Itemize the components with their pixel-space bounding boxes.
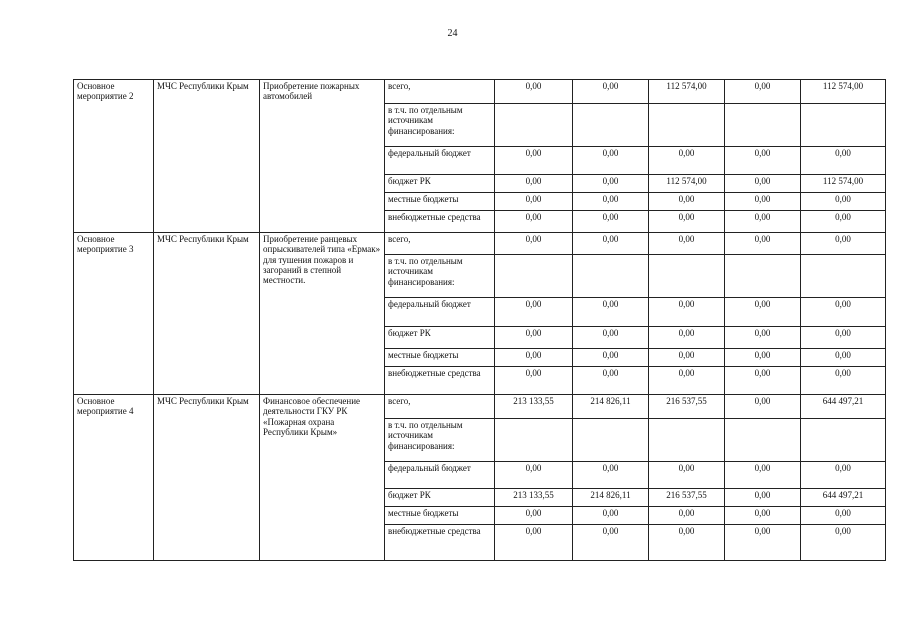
funding-source-cell: внебюджетные средства [385, 211, 495, 233]
amount-cell: 0,00 [573, 193, 649, 211]
empty-cell [725, 419, 801, 462]
empty-cell [649, 419, 725, 462]
empty-cell [801, 255, 886, 298]
funding-source-cell: федеральный бюджет [385, 298, 495, 327]
amount-cell: 0,00 [573, 462, 649, 489]
amount-cell: 0,00 [495, 525, 573, 561]
amount-cell: 0,00 [495, 367, 573, 395]
amount-cell: 0,00 [725, 395, 801, 419]
funding-source-cell: всего, [385, 395, 495, 419]
event-cell: Основное мероприятие 4 [74, 395, 154, 561]
empty-cell [801, 104, 886, 147]
amount-cell: 0,00 [725, 525, 801, 561]
amount-cell: 0,00 [649, 211, 725, 233]
amount-cell: 213 133,55 [495, 489, 573, 507]
amount-cell: 0,00 [573, 327, 649, 349]
amount-cell: 0,00 [801, 193, 886, 211]
amount-cell: 0,00 [573, 349, 649, 367]
amount-cell: 112 574,00 [801, 80, 886, 104]
amount-cell: 0,00 [801, 233, 886, 255]
funding-source-cell: внебюджетные средства [385, 525, 495, 561]
amount-cell: 0,00 [801, 507, 886, 525]
amount-cell: 112 574,00 [649, 175, 725, 193]
amount-cell: 0,00 [649, 507, 725, 525]
amount-cell: 0,00 [801, 462, 886, 489]
amount-cell: 0,00 [649, 193, 725, 211]
amount-cell: 0,00 [573, 147, 649, 175]
amount-cell: 0,00 [495, 462, 573, 489]
funding-source-cell: местные бюджеты [385, 349, 495, 367]
amount-cell: 0,00 [573, 298, 649, 327]
empty-cell [725, 104, 801, 147]
table-row [74, 80, 886, 104]
amount-cell: 0,00 [725, 211, 801, 233]
funding-source-cell: местные бюджеты [385, 193, 495, 211]
amount-cell: 0,00 [495, 175, 573, 193]
amount-cell: 0,00 [573, 175, 649, 193]
amount-cell: 0,00 [801, 349, 886, 367]
amount-cell: 0,00 [725, 80, 801, 104]
amount-cell: 0,00 [649, 349, 725, 367]
amount-cell: 112 574,00 [649, 80, 725, 104]
funding-source-cell: местные бюджеты [385, 507, 495, 525]
amount-cell: 0,00 [725, 193, 801, 211]
description-cell: Приобретение ранцевых опрыскивателей типа «Ермак» для тушения пожаров и загораний в степной местности. [260, 233, 385, 395]
event-cell: Основное мероприятие 2 [74, 80, 154, 233]
amount-cell: 0,00 [495, 211, 573, 233]
funding-source-cell: федеральный бюджет [385, 147, 495, 175]
amount-cell: 0,00 [573, 507, 649, 525]
event-cell: Основное мероприятие 3 [74, 233, 154, 395]
empty-cell [649, 255, 725, 298]
amount-cell: 0,00 [573, 233, 649, 255]
amount-cell: 0,00 [649, 233, 725, 255]
table-row [74, 395, 886, 419]
amount-cell: 0,00 [495, 327, 573, 349]
amount-cell: 0,00 [495, 349, 573, 367]
amount-cell: 0,00 [649, 367, 725, 395]
funding-source-cell: всего, [385, 233, 495, 255]
empty-cell [649, 104, 725, 147]
amount-cell: 0,00 [649, 525, 725, 561]
amount-cell: 0,00 [573, 211, 649, 233]
amount-cell: 0,00 [573, 525, 649, 561]
page-number: 24 [447, 28, 458, 39]
executor-cell: МЧС Республики Крым [154, 233, 260, 395]
amount-cell: 0,00 [725, 175, 801, 193]
amount-cell: 0,00 [573, 80, 649, 104]
amount-cell: 0,00 [495, 147, 573, 175]
empty-cell [495, 419, 573, 462]
amount-cell: 0,00 [725, 349, 801, 367]
amount-cell: 0,00 [495, 193, 573, 211]
amount-cell: 213 133,55 [495, 395, 573, 419]
funding-source-cell: бюджет РК [385, 327, 495, 349]
amount-cell: 0,00 [573, 367, 649, 395]
amount-cell: 0,00 [801, 525, 886, 561]
budget-table [73, 79, 886, 561]
amount-cell: 0,00 [801, 211, 886, 233]
funding-source-cell: бюджет РК [385, 175, 495, 193]
amount-cell: 0,00 [725, 233, 801, 255]
amount-cell: 0,00 [495, 80, 573, 104]
funding-source-cell: в т.ч. по отдельным источникам финансирования: [385, 104, 495, 147]
executor-cell: МЧС Республики Крым [154, 395, 260, 561]
amount-cell: 0,00 [725, 462, 801, 489]
amount-cell: 0,00 [495, 298, 573, 327]
amount-cell: 214 826,11 [573, 395, 649, 419]
amount-cell: 0,00 [649, 298, 725, 327]
amount-cell: 216 537,55 [649, 489, 725, 507]
amount-cell: 214 826,11 [573, 489, 649, 507]
amount-cell: 0,00 [801, 147, 886, 175]
table-body [74, 80, 886, 561]
amount-cell: 0,00 [725, 147, 801, 175]
funding-source-cell: в т.ч. по отдельным источникам финансирования: [385, 255, 495, 298]
empty-cell [495, 255, 573, 298]
empty-cell [495, 104, 573, 147]
amount-cell: 0,00 [495, 233, 573, 255]
funding-source-cell: федеральный бюджет [385, 462, 495, 489]
amount-cell: 0,00 [725, 489, 801, 507]
funding-source-cell: всего, [385, 80, 495, 104]
amount-cell: 0,00 [649, 327, 725, 349]
empty-cell [801, 419, 886, 462]
description-cell: Финансовое обеспечение деятельности ГКУ РК «Пожарная охрана Республики Крым» [260, 395, 385, 561]
amount-cell: 0,00 [649, 462, 725, 489]
amount-cell: 0,00 [801, 298, 886, 327]
empty-cell [725, 255, 801, 298]
empty-cell [573, 419, 649, 462]
empty-cell [573, 255, 649, 298]
funding-source-cell: внебюджетные средства [385, 367, 495, 395]
amount-cell: 0,00 [801, 327, 886, 349]
description-cell: Приобретение пожарных автомобилей [260, 80, 385, 233]
amount-cell: 644 497,21 [801, 395, 886, 419]
amount-cell: 0,00 [725, 327, 801, 349]
amount-cell: 216 537,55 [649, 395, 725, 419]
executor-cell: МЧС Республики Крым [154, 80, 260, 233]
amount-cell: 0,00 [725, 367, 801, 395]
amount-cell: 0,00 [649, 147, 725, 175]
funding-source-cell: бюджет РК [385, 489, 495, 507]
funding-source-cell: в т.ч. по отдельным источникам финансирования: [385, 419, 495, 462]
amount-cell: 0,00 [495, 507, 573, 525]
amount-cell: 0,00 [725, 298, 801, 327]
amount-cell: 644 497,21 [801, 489, 886, 507]
empty-cell [573, 104, 649, 147]
amount-cell: 0,00 [801, 367, 886, 395]
table-row [74, 233, 886, 255]
amount-cell: 0,00 [725, 507, 801, 525]
amount-cell: 112 574,00 [801, 175, 886, 193]
